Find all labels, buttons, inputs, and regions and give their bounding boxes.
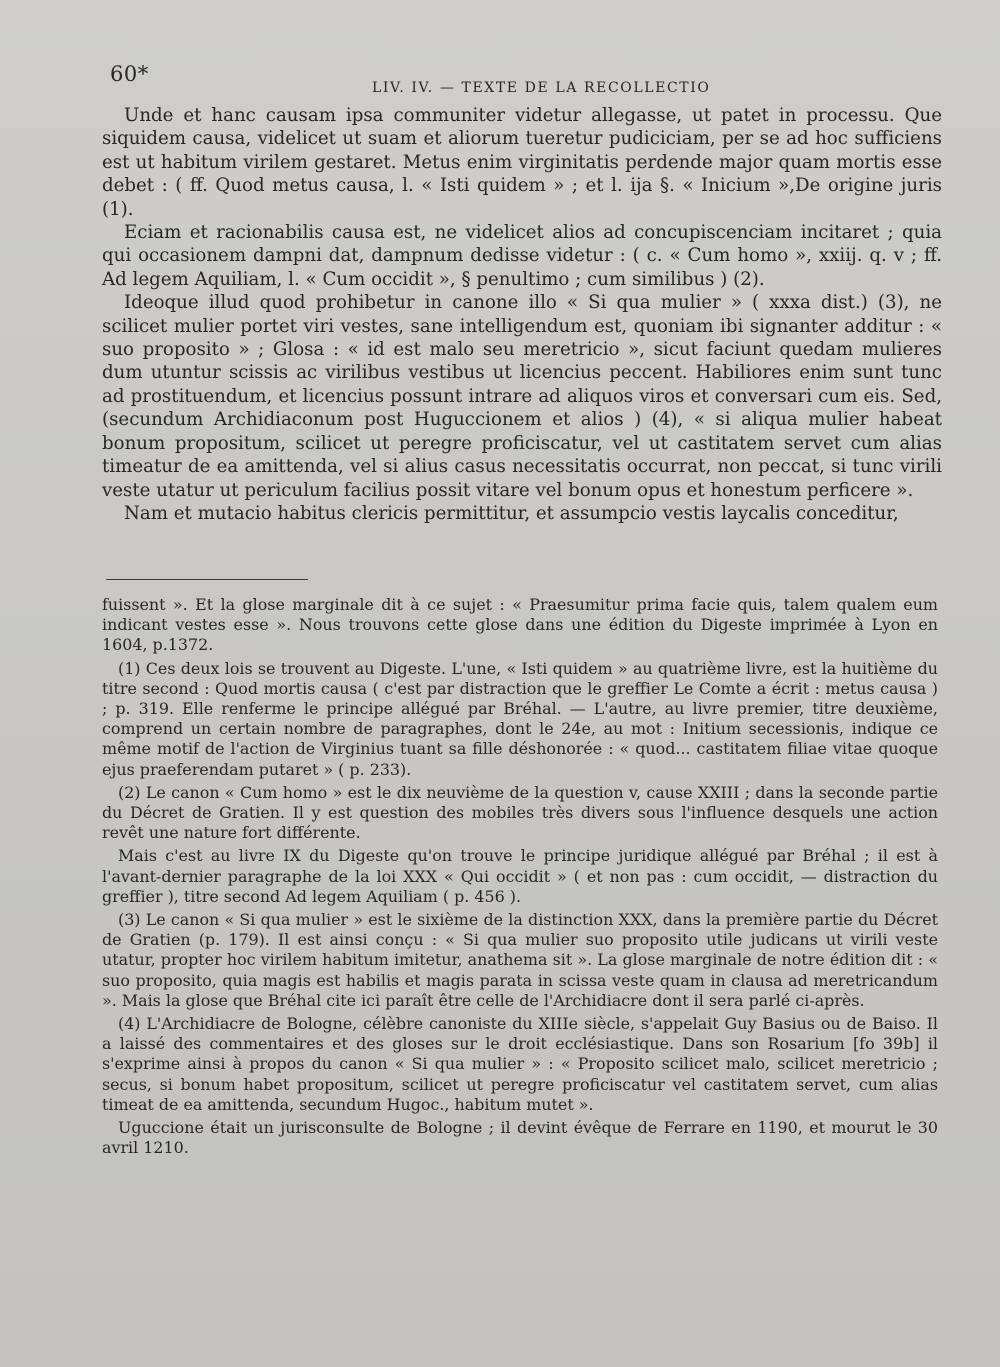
page-number: 60* [110, 62, 149, 86]
footnote-2-continued: Mais c'est au livre IX du Digeste qu'on trouve le principe juridique allégué par Bréhal ; il est à l'avant-dernier paragraphe de la loi XXX « Qui occidit » ( et non pas : cum occidit, — distraction du greffier ), titre second Ad legem Aquiliam ( p. 456 ). [102, 846, 938, 906]
footnote-3: (3) Le canon « Si qua mulier » est le sixième de la distinction XXX, dans la première partie du Décret de Gratien (p. 179). Il est ainsi conçu : « Si qua mulier suo proposito utile judicans ut virili veste utatur, propter hoc virilem habitum imitetur, anathema sit ». La glose marginale de notre édition dit : « suo proposito, quia magis est habilis et magis parata in scissa veste quam in clausa ad meretricandum ». Mais la glose que Bréhal cite ici paraît être celle de l'Archidiacre dont il sera parlé ci-après. [102, 910, 938, 1010]
footnote-1: (1) Ces deux lois se trouvent au Digeste. L'une, « Isti quidem » au quatrième livre, est la huitième du titre second : Quod mortis causa ( c'est par distraction que le greffier Le Comte a écrit : metus causa ) ; p. 319. Elle renferme le principe allégué par Bréhal. — L'autre, au livre premier, titre deuxième, comprend un certain nombre de paragraphes, dont le 24e, au mot : Initium secessionis, indique ce même motif de l'action de Virginius tuant sa fille déshonorée : « quod... castitatem filiae vitae quoque ejus praeferendam putaret » ( p. 233). [102, 658, 938, 779]
footnote-continuation: fuissent ». Et la glose marginale dit à ce sujet : « Praesumitur prima facie quis, talem qualem eum indicant vestes esse ». Nous trouvons cette glose dans une édition du Digeste imprimée à Lyon en 1604, p.1372. [102, 595, 938, 655]
main-paragraph: Eciam et racionabilis causa est, ne videlicet alios ad concupiscenciam incitaret ; quia qui occasionem dampni dat, dampnum dedisse videtur : ( c. « Cum homo », xxiij. q. v ; ff. Ad legem Aquiliam, l. « Cum occidit », § penultimo ; cum similibus ) (2). [102, 222, 942, 290]
footnote-4-continued: Uguccione était un jurisconsulte de Bologne ; il devint évêque de Ferrare en 1190, et mourut le 30 avril 1210. [102, 1118, 938, 1158]
running-title: LIV. IV. — TEXTE DE LA RECOLLECTIO [372, 80, 711, 96]
footnotes [102, 595, 938, 1158]
page-header [110, 58, 970, 98]
footnote-2: (2) Le canon « Cum homo » est le dix neuvième de la question v, cause XXIII ; dans la seconde partie du Décret de Gratien. Il y est question des mobiles très divers sous l'influence desquels une action revêt une nature fort différente. [102, 782, 938, 843]
main-paragraph: Ideoque illud quod prohibetur in canone illo « Si qua mulier » ( xxxa dist.) (3), ne scilicet mulier portet viri vestes, sane intelligendum est, quoniam ibi signanter additur : « suo proposito » ; Glosa : « id est malo seu meretricio », sicut faciunt quedam mulieres dum utuntur scissis ac virilibus vestibus ut licencius peccent. Habiliores enim sunt tunc ad prostituendum, et licencius possunt intrare ad aliquos viros et conversari cum eis. Sed, (secundum Archidiaconum post Huguccionem et alios ) (4), « si aliqua mulier habeat bonum propositum, scilicet ut peregre proficiscatur, vel ut castitatem servet cum alias timeatur de ea amittenda, vel si alius casus necessitatis occurrat, non peccat, si tunc virili veste utatur ut periculum facilius possit vitare vel bonum opus et honestum perficere ». [102, 292, 942, 501]
main-paragraph: Unde et hanc causam ipsa communiter videtur allegasse, ut patet in processu. Que siquidem causa, videlicet ut suam et aliorum tueretur pudiciciam, per se ad hoc sufficiens est ut habitum virilem gestaret. Metus enim virginitatis perdende major quam mortis esse debet : ( ff. Quod metus causa, l. « Isti quidem » ; et l. ija §. « Inicium »,De origine juris (1). [102, 105, 942, 220]
footnote-4: (4) L'Archidiacre de Bologne, célèbre canoniste du XIIIe siècle, s'appelait Guy Basius ou de Baiso. Il a laissé des commentaires et des gloses sur le droit ecclésiastique. Dans son Rosarium [fo 39b] il s'exprime ainsi à propos du canon « Si qua mulier » : « Proposito scilicet malo, scilicet meretricio ; secus, si bonum habet propositum, scilicet ut peregre proficiscatur vel castitatem servet, cum alias timeat de ea amittenda, secundum Hugoc., habitum mutet ». [102, 1014, 938, 1114]
main-text [102, 104, 942, 525]
footnote-separator [106, 579, 308, 580]
main-paragraph: Nam et mutacio habitus clericis permittitur, et assumpcio vestis laycalis conceditur, [124, 502, 899, 524]
